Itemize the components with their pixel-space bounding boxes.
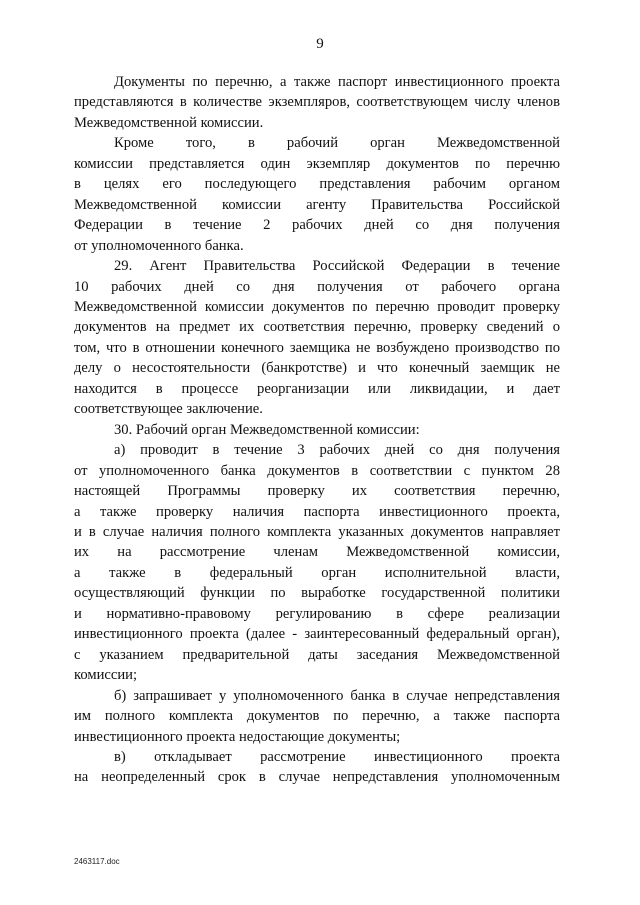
paragraph xyxy=(74,133,560,256)
text-line: а также в федеральный орган исполнительной власти, xyxy=(74,564,560,581)
paragraph xyxy=(74,686,560,747)
text-line: Межведомственной комиссии документов по перечню проводит проверку xyxy=(74,298,560,315)
text-line: и в случае наличия полного комплекта указанных документов направляет xyxy=(74,523,560,540)
paragraph xyxy=(74,747,560,788)
text-line: Межведомственной комиссии. xyxy=(74,114,264,131)
text-line: инвестиционного проекта недостающие документы; xyxy=(74,728,401,745)
text-line: комиссии; xyxy=(74,667,138,684)
text-line: с указанием предварительной даты заседания Межведомственной xyxy=(74,646,560,663)
text-line: от уполномоченного банка документов в соответствии с пунктом 28 xyxy=(74,462,560,479)
text-line: том, что в отношении конечного заемщика не возбуждено производство по xyxy=(74,339,560,356)
text-line: в целях его последующего представления рабочим органом xyxy=(74,176,560,193)
page-number: 9 xyxy=(316,36,324,52)
document-body xyxy=(74,72,560,788)
text-line: 29. Агент Правительства Российской Федерации в течение xyxy=(114,258,560,275)
text-line: настоящей Программы проверку их соответствия перечню, xyxy=(74,483,560,500)
text-line: их на рассмотрение членам Межведомственной комиссии, xyxy=(74,544,560,561)
text-line: а также проверку наличия паспорта инвестиционного проекта, xyxy=(74,503,560,520)
text-line: и нормативно-правовому регулированию в сфере реализации xyxy=(74,605,560,622)
text-line: осуществляющий функции по выработке государственной политики xyxy=(74,585,560,602)
paragraph xyxy=(74,440,560,685)
text-line: Межведомственной комиссии агенту Правительства Российской xyxy=(74,196,560,213)
text-line: им полного комплекта документов по перечню, а также паспорта xyxy=(74,708,560,725)
text-line: делу о несостоятельности (банкротстве) и что конечный заемщик не xyxy=(74,360,560,377)
paragraph xyxy=(74,420,560,440)
text-line: б) запрашивает у уполномоченного банка в случае непредставления xyxy=(114,687,560,704)
text-line: представляются в количестве экземпляров, соответствующем числу членов xyxy=(74,94,560,111)
text-line: на неопределенный срок в случае непредставления уполномоченным xyxy=(74,769,560,786)
text-line: Документы по перечню, а также паспорт инвестиционного проекта xyxy=(114,74,560,90)
text-line: соответствующее заключение. xyxy=(74,401,263,418)
footer-filename: 2463117.doc xyxy=(74,857,120,866)
paragraph xyxy=(74,256,560,420)
text-line: 30. Рабочий орган Межведомственной комиссии: xyxy=(114,421,420,438)
text-line: комиссии представляется один экземпляр документов по перечню xyxy=(74,155,560,172)
text-line: Кроме того, в рабочий орган Межведомственной xyxy=(114,135,560,152)
text-line: находится в процессе реорганизации или ликвидации, и дает xyxy=(74,380,560,397)
text-line: а) проводит в течение 3 рабочих дней со дня получения xyxy=(114,442,560,459)
paragraph xyxy=(74,72,560,133)
text-line: от уполномоченного банка. xyxy=(74,237,244,254)
text-line: документов на предмет их соответствия перечню, проверку сведений о xyxy=(74,319,560,336)
text-line: 10 рабочих дней со дня получения от рабочего органа xyxy=(74,278,560,295)
text-line: Федерации в течение 2 рабочих дней со дня получения xyxy=(74,217,560,234)
text-line: в) откладывает рассмотрение инвестиционного проекта xyxy=(114,748,560,765)
text-line: инвестиционного проекта (далее - заинтересованный федеральный орган), xyxy=(74,626,560,643)
